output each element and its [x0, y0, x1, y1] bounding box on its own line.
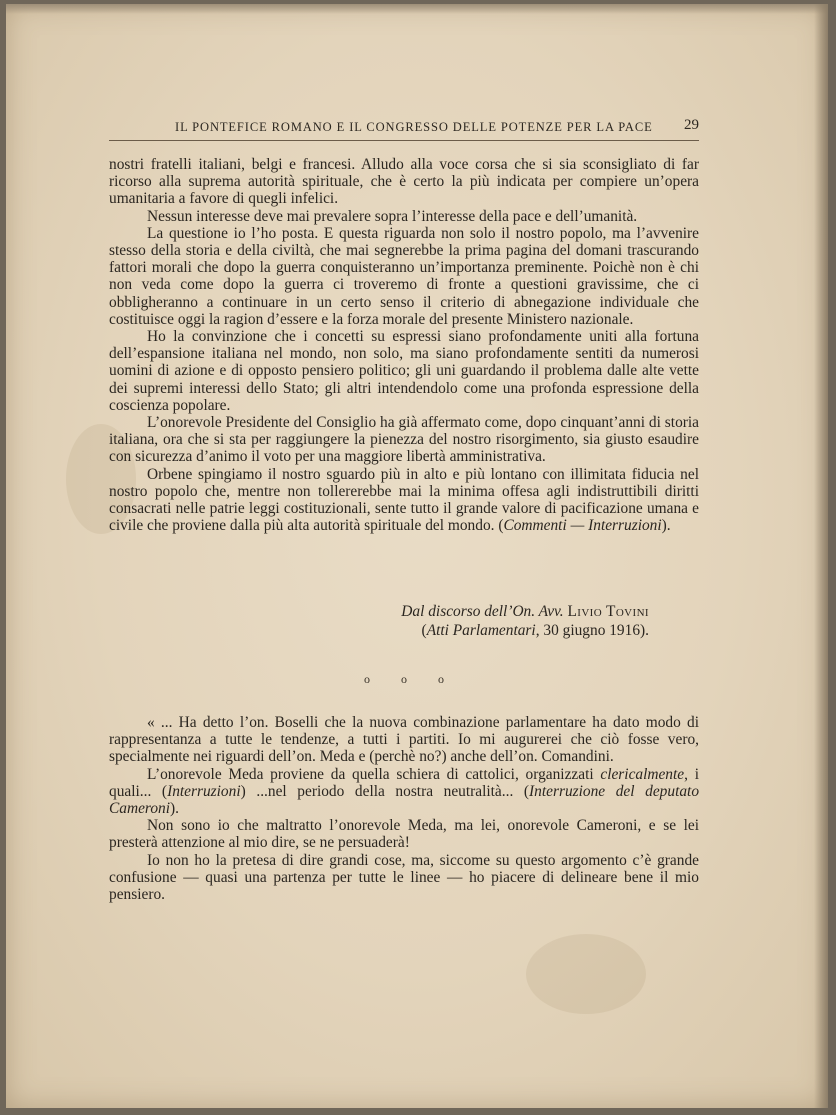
paragraph: Non sono io che maltratto l’onorevole Meda, ma lei, onorevole Cameroni, e se lei presterà attenzione al mio dire, se ne persuaderà! [109, 817, 699, 852]
page-number: 29 [684, 117, 699, 133]
book-page [6, 4, 828, 1108]
source-prefix: Dal discorso dell’On. Avv. [401, 603, 564, 620]
speech-excerpt-2 [109, 714, 699, 903]
source-date: , 30 giugno 1916). [535, 622, 649, 639]
speech-excerpt [109, 156, 699, 534]
paragraph [109, 766, 699, 818]
paragraph: Ho la convinzione che i concetti su espressi siano profondamente uniti alla fortuna dell’espansione italiana nel mondo, non solo, ma siano profondamente sentiti da numerosi uomini di azione e di opposto pensiero politico; gli uni guardando il problema dalle alte vette dei supremi interessi dello Stato; gli altri intendendolo come una profonda espressione della coscienza popolare. [109, 328, 699, 414]
source-line-1 [109, 602, 649, 621]
source-citation [109, 602, 649, 640]
paragraph: Nessun interesse deve mai prevalere sopra l’interesse della pace e dell’umanità. [147, 207, 638, 225]
interjection: Interruzione del deputato Cameroni [109, 782, 700, 818]
paragraph: L’onorevole Presidente del Consiglio ha già affermato come, dopo cinquant’anni di storia italiana, ora che si sta per raggiungere la pienezza del nostro risorgimento, sia giusto esaudire con sicurezza d’animo il voto per una maggiore libertà amministrativa. [109, 414, 699, 466]
paragraph-close: ). [661, 517, 671, 535]
running-head: IL PONTEFICE ROMANO E IL CONGRESSO DELLE POTENZE PER LA PACE [175, 120, 653, 134]
separator-marks: o o o [364, 672, 458, 686]
paragraph-text: Orbene spingiamo il nostro sguardo più in alto e più lontano con illimitata fiducia nel nostro popolo che, mentre non tollererebbe mai la minima offesa agli indistruttibili diritti consacrati nelle patrie leggi costituzionali, sente tutto il grande valore di pacificazione umana e civile che proviene dalla più alta autorità spirituale del mondo. ( [109, 465, 699, 535]
interjection: Interruzioni [167, 782, 241, 800]
text-run: , i quali... ( [109, 765, 699, 800]
page-header [109, 114, 699, 141]
paragraph: nostri fratelli italiani, belgi e francesi. Alludo alla voce corsa che si sia sconsigliato di far ricorso alla suprema autorità spirituale, che è certo la più indicata per compiere un’opera umanitaria a favore di quegli infelici. [109, 156, 699, 208]
source-author: Livio Tovini [567, 603, 649, 620]
section-separator [109, 672, 699, 687]
italic-run: clericalmente [600, 765, 685, 783]
text-run: ) ...nel periodo della nostra neutralità... ( [240, 782, 530, 800]
source-publication: Atti Parlamentari [426, 622, 536, 639]
paragraph: La questione io l’ho posta. E questa riguarda non solo il nostro popolo, ma l’avvenire stesso della storia e della civiltà, che mai segnerebbe la prima pagina del domani trascurando fattori morali che dopo la guerra conquisteranno un’importanza preminente. Poichè non è chi non veda come dopo la guerra ci troveremo di fronte a questioni gravissime, che ci obbligheranno a continuare in un certo senso il criterio di abnegazione individuale che costituisce oggi la ragion d’essere e la forza morale del presente Ministero nazionale. [109, 224, 699, 328]
interjection: Commenti — Interruzioni [503, 517, 662, 535]
text-run: ). [170, 800, 179, 818]
source-paren: ( [421, 622, 427, 639]
text-run: L’onorevole Meda proviene da quella schiera di cattolici, organizzati [147, 765, 601, 783]
paragraph [109, 466, 699, 535]
source-line-2 [109, 621, 649, 640]
paragraph: « ... Ha detto l’on. Boselli che la nuova combinazione parlamentare ha dato modo di rappresentanza a tutte le tendenze, a tutti i partiti. Io mi augurerei che ciò fosse vero, specialmente nei riguardi dell’on. Meda e (perchè no?) anche dell’on. Comandini. [109, 714, 699, 766]
paper-stain [526, 934, 646, 1014]
paragraph: Io non ho la pretesa di dire grandi cose, ma, siccome su questo argomento c’è grande confusione — quasi una partenza per tutte le linee — ho piacere di delineare bene il mio pensiero. [109, 851, 699, 904]
